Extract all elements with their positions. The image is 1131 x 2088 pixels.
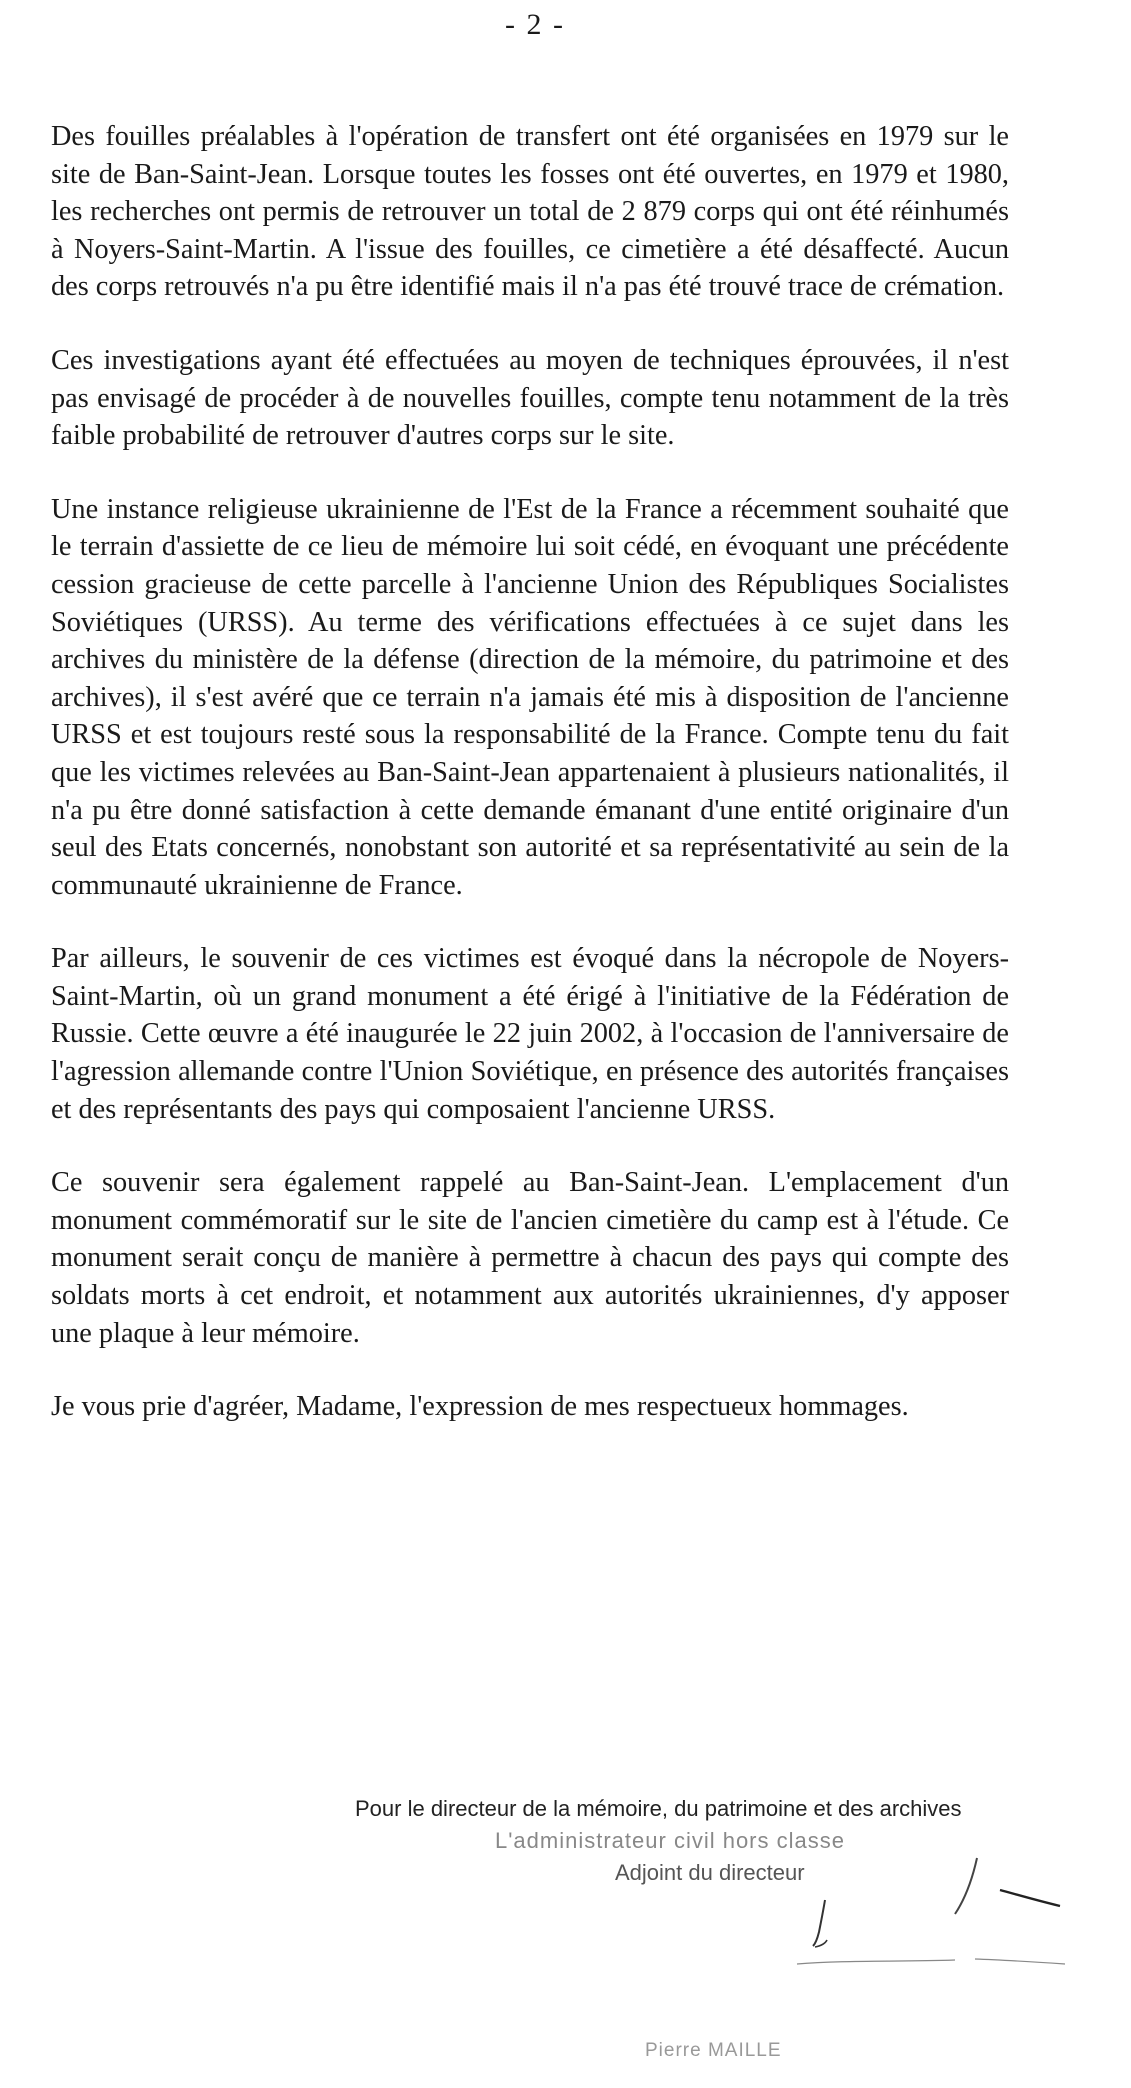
page-number: - 2 - (505, 8, 565, 41)
letter-body (51, 118, 1009, 1462)
signature-line-3: Adjoint du directeur (615, 1860, 805, 1885)
paragraph-monument-noyers: Par ailleurs, le souvenir de ces victimes est évoqué dans la nécropole de Noyers-Saint-Martin, où un grand monument a été érigé à l'initiative de la Fédération de Russie. Cette œuvre a été inaugurée le 22 juin 2002, à l'occasion de l'anniversaire de l'agression allemande contre l'Union Soviétique, en présence des autorités françaises et des représentants des pays qui composaient l'ancienne URSS. (51, 943, 1009, 1125)
signature-line-2: L'administrateur civil hors classe (495, 1828, 845, 1853)
signature-block (355, 1796, 1115, 2066)
signatory-name: Pierre MAILLE (645, 2040, 782, 2061)
paragraph-ukrainian-request: Une instance religieuse ukrainienne de l'Est de la France a récemment souhaité que le terrain d'assiette de ce lieu de mémoire lui soit cédé, en évoquant une précédente cession gracieuse de cette parcelle à l'ancienne Union des Républiques Socialistes Soviétiques (URSS). Au terme des vérifications effectuées à ce sujet dans les archives du ministère de la défense (direction de la mémoire, du patrimoine et des archives), il s'est avéré que ce terrain n'a jamais été mis à disposition de l'ancienne URSS et est toujours resté sous la responsabilité de la France. Compte tenu du fait que les victimes relevées au Ban-Saint-Jean appartenaient à plusieurs nationalités, il n'a pu être donné satisfaction à cette demande émanant d'une entité originaire d'un seul des Etats concernés, nonobstant son autorité et sa représentativité au sein de la communauté ukrainienne de France. (51, 493, 1009, 901)
handwritten-signature (655, 1856, 1075, 2006)
signature-line-1: Pour le directeur de la mémoire, du patrimoine et des archives (355, 1796, 962, 1821)
paragraph-excavations: Des fouilles préalables à l'opération de transfert ont été organisées en 1979 sur le site de Ban-Saint-Jean. Lorsque toutes les fosses ont été ouvertes, en 1979 et 1980, les recherches ont permis de retrouver un total de 2 879 corps qui ont été réinhumés à Noyers-Saint-Martin. A l'issue des fouilles, ce cimetière a été désaffecté. Aucun des corps retrouvés n'a pu être identifié mais il n'a pas été trouvé trace de crémation. (51, 121, 1009, 303)
paragraph-monument-ban-saint-jean: Ce souvenir sera également rappelé au Ban-Saint-Jean. L'emplacement d'un monument commémoratif sur le site de l'ancien cimetière du camp est à l'étude. Ce monument serait conçu de manière à permettre à chacun des pays qui compte des soldats morts à cet endroit, et notamment aux autorités ukrainiennes, d'y apposer une plaque à leur mémoire. (51, 1167, 1009, 1349)
paragraph-investigations: Ces investigations ayant été effectuées au moyen de techniques éprouvées, il n'est pas envisagé de procéder à de nouvelles fouilles, compte tenu notamment de la très faible probabilité de retrouver d'autres corps sur le site. (51, 344, 1009, 452)
paragraph-closing: Je vous prie d'agréer, Madame, l'expression de mes respectueux hommages. (51, 1391, 909, 1423)
